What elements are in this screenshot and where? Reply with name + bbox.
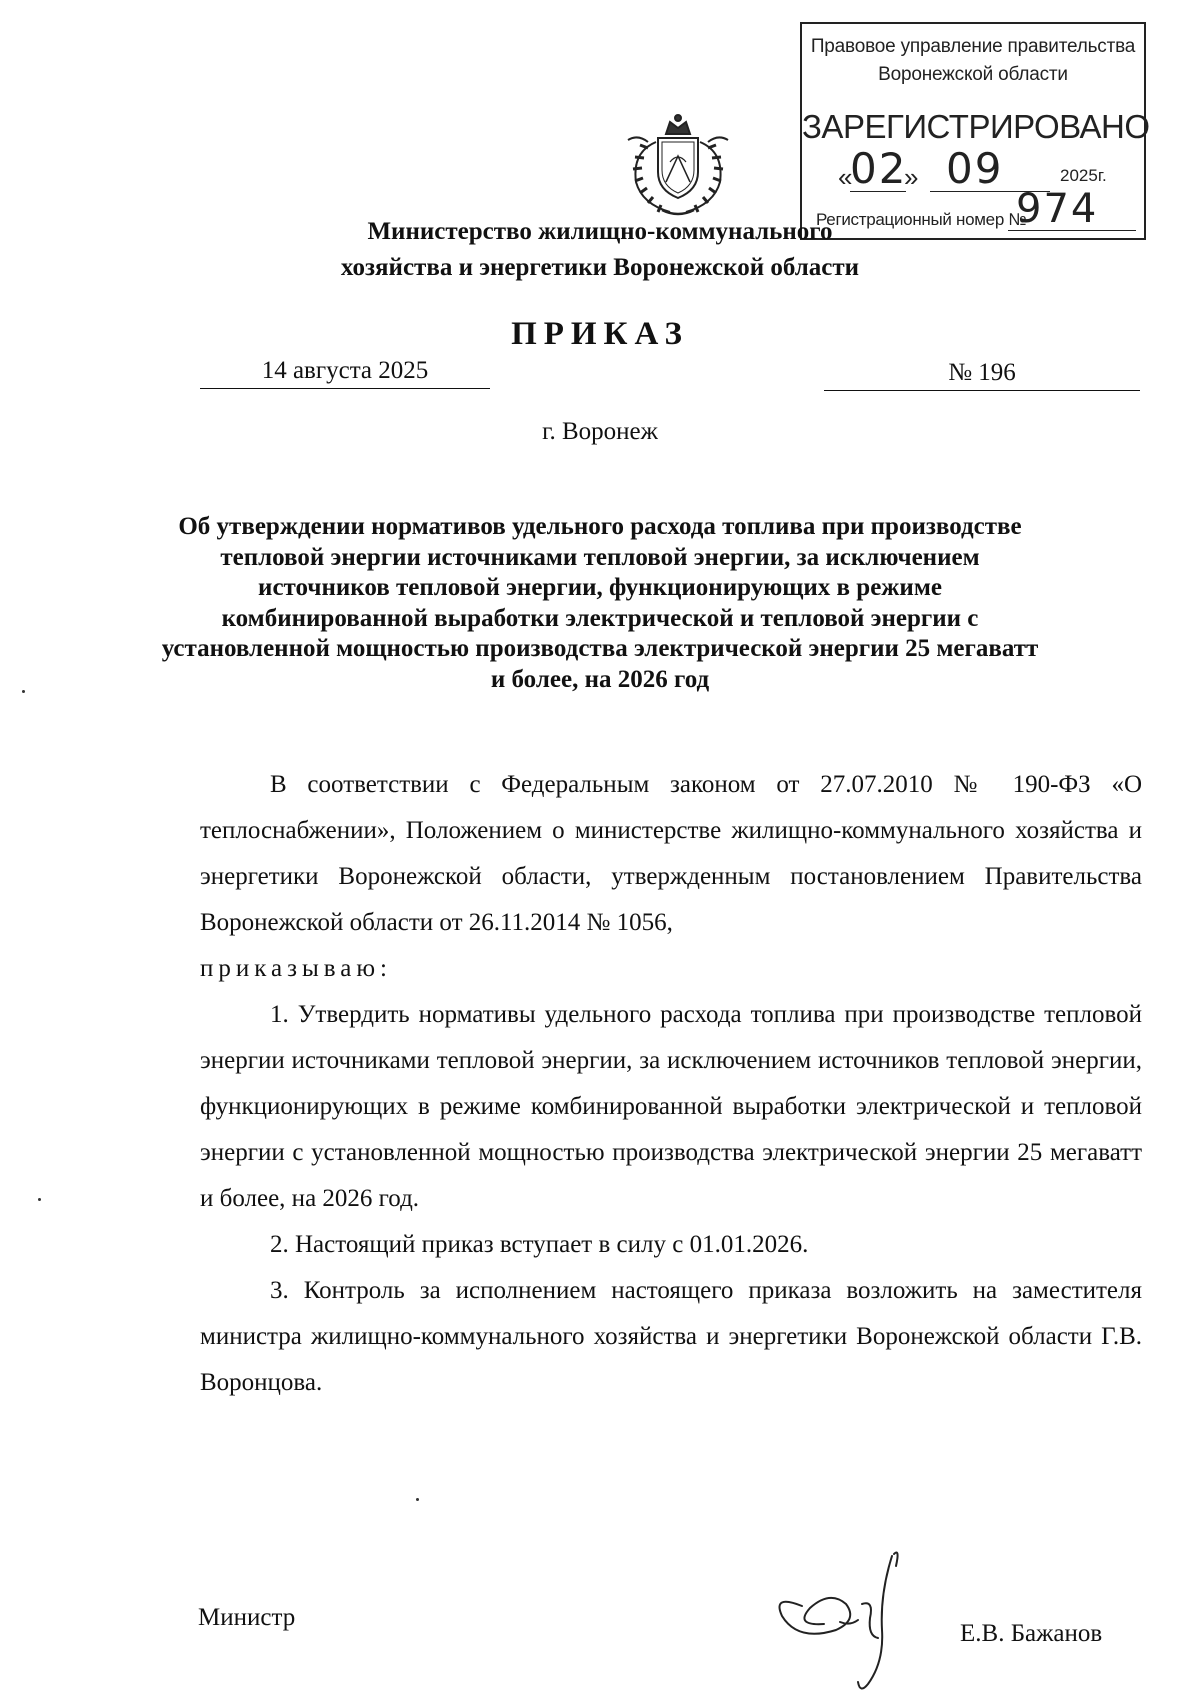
item-3-paragraph: 3. Контроль за исполнением настоящего приказа возложить на заместителя министра жилищно-коммунального хозяйства и энергетики Воронежской области Г.В. Воронцова. bbox=[200, 1277, 1142, 1396]
signatory-name: Е.В. Бажанов bbox=[960, 1620, 1103, 1647]
order-word: приказываю: bbox=[200, 955, 392, 982]
scan-speck bbox=[416, 1498, 419, 1501]
ministry-name-line1: Министерство жилищно-коммунального bbox=[367, 218, 833, 245]
order-city: г. Воронеж bbox=[542, 418, 658, 445]
stamp-year-handwritten: 2025г. bbox=[1060, 166, 1107, 185]
ministry-name-line2: хозяйства и энергетики Воронежской области bbox=[340, 254, 860, 281]
stamp-reg-number-handwritten: 974 bbox=[1016, 186, 1099, 232]
stamp-quote-close: » bbox=[904, 162, 919, 192]
registration-stamp bbox=[800, 22, 1150, 240]
order-number: № 196 bbox=[824, 356, 1140, 391]
ministry-name bbox=[0, 214, 1200, 286]
handwritten-signature bbox=[762, 1534, 962, 1694]
order-subject: Об утверждении нормативов удельного расхода топлива при производстве тепловой энергии источниками тепловой энергии, за исключением источников тепловой энергии, функционирующих в режиме комбинированной выработки электрической и тепловой энергии с установленной мощностью производства электрической энергии 25 мегаватт и более, на 2026 год bbox=[161, 513, 1039, 693]
coat-of-arms-emblem bbox=[618, 112, 738, 220]
stamp-day-underline bbox=[850, 191, 906, 192]
stamp-agency-line1: Правовое управление правительства bbox=[810, 36, 1136, 57]
item-2-paragraph: 2. Настоящий приказ вступает в силу с 01.01.2026. bbox=[270, 1231, 809, 1258]
order-date: 14 августа 2025 bbox=[200, 354, 490, 389]
stamp-registered-label: ЗАРЕГИСТРИРОВАНО bbox=[802, 108, 1150, 145]
item-1-paragraph: 1. Утвердить нормативы удельного расхода топлива при производстве тепловой энергии источниками тепловой энергии, за исключением источников тепловой энергии, функционирующих в режиме комбинированной выработки электрической и тепловой энергии с установленной мощностью производства электрической энергии 25 мегаватт и более, на 2026 год. bbox=[200, 1001, 1142, 1212]
intro-paragraph: В соответствии с Федеральным законом от 27.07.2010 № 190-ФЗ «О теплоснабжении», Положением о министерстве жилищно-коммунального хозяйства и энергетики Воронежской области, утвержденным постановлением Правительства Воронежской области от 26.11.2014 № 1056, bbox=[200, 771, 1142, 936]
signatory-role: Министр bbox=[198, 1604, 296, 1631]
scan-speck bbox=[22, 690, 25, 693]
order-body bbox=[200, 762, 1142, 1406]
stamp-quote-open: « bbox=[838, 162, 853, 192]
scan-speck bbox=[38, 1198, 41, 1201]
stamp-day-handwritten: 02 bbox=[850, 144, 908, 193]
stamp-agency-line2: Воронежской области bbox=[878, 64, 1068, 85]
stamp-month-handwritten: 09 bbox=[946, 144, 1004, 193]
order-title: ПРИКАЗ bbox=[511, 316, 689, 352]
stamp-reg-number-label: Регистрационный номер № bbox=[816, 210, 1027, 229]
